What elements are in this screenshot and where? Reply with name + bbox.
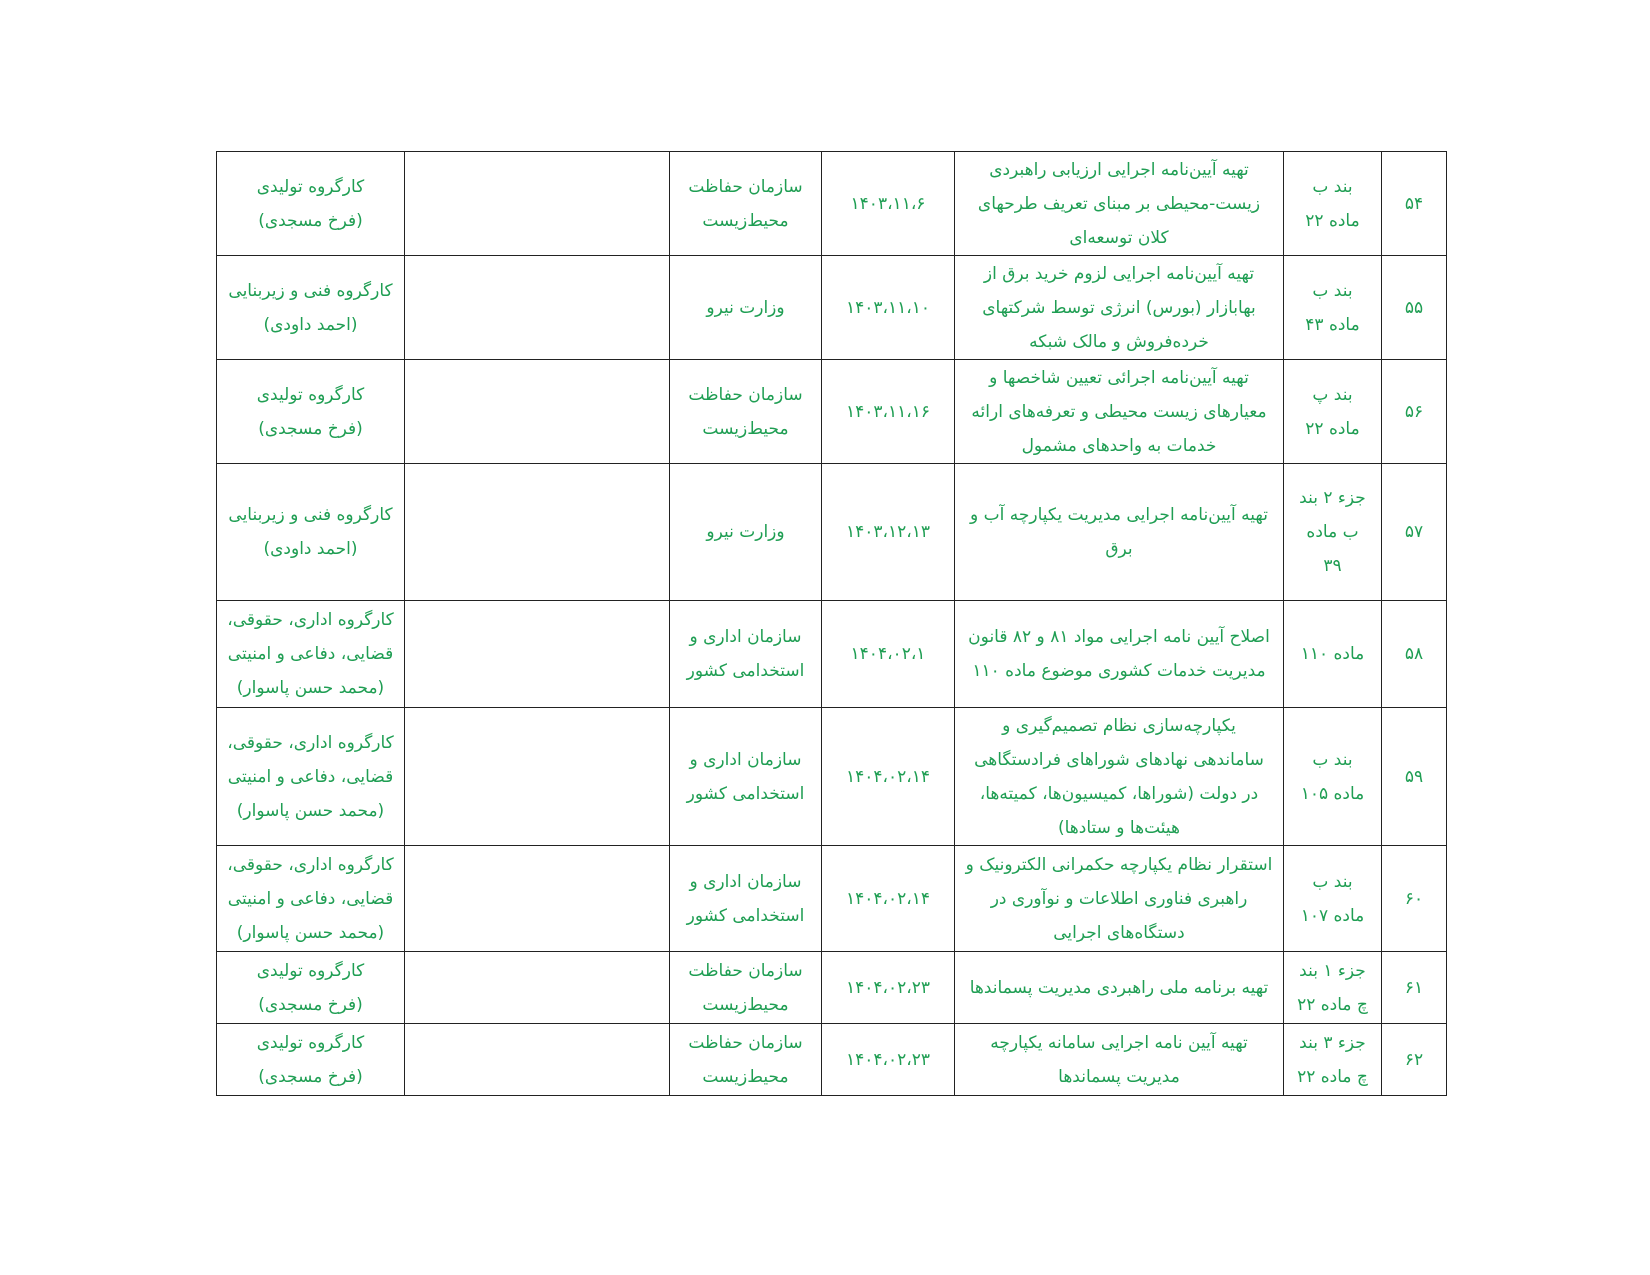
- organization-cell: سازمان حفاظت محیط‌زیست: [670, 1024, 822, 1096]
- table-row: [217, 256, 1447, 360]
- organization-cell: سازمان حفاظت محیط‌زیست: [670, 360, 822, 464]
- article-cell: ماده ۱۱۰: [1284, 601, 1382, 708]
- description-cell: اصلاح آیین نامه اجرایی مواد ۸۱ و ۸۲ قانون مدیریت خدمات کشوری موضوع ماده ۱۱۰: [955, 601, 1284, 708]
- article-cell: جزء ۱ بند چ ماده ۲۲: [1284, 952, 1382, 1024]
- row-number-cell: ۵۴: [1382, 152, 1447, 256]
- organization-cell: وزارت نیرو: [670, 256, 822, 360]
- description-cell: استقرار نظام یکپارچه حکمرانی الکترونیک و راهبری فناوری اطلاعات و نوآوری در دستگاه‌های اجرایی: [955, 846, 1284, 952]
- note-cell: [405, 601, 670, 708]
- note-cell: [405, 464, 670, 601]
- organization-cell: سازمان اداری و استخدامی کشور: [670, 601, 822, 708]
- date-cell: ۱۴۰۴،۰۲،۲۳: [822, 952, 955, 1024]
- note-cell: [405, 256, 670, 360]
- organization-cell: سازمان اداری و استخدامی کشور: [670, 708, 822, 846]
- article-cell: جزء ۳ بند چ ماده ۲۲: [1284, 1024, 1382, 1096]
- table-row: [217, 464, 1447, 601]
- date-cell: ۱۴۰۴،۰۲،۲۳: [822, 1024, 955, 1096]
- note-cell: [405, 846, 670, 952]
- organization-cell: وزارت نیرو: [670, 464, 822, 601]
- working-group-cell: کارگروه اداری، حقوقی، قضایی، دفاعی و امنیتی (محمد حسن پاسوار): [217, 601, 405, 708]
- description-cell: تهیه آیین‌نامه اجرایی لزوم خرید برق از بهابازار (بورس) انرژی توسط شرکتهای خرده‌فروش و مالک شبکه: [955, 256, 1284, 360]
- table-row: [217, 1024, 1447, 1096]
- table-row: [217, 952, 1447, 1024]
- date-cell: ۱۴۰۴،۰۲،۱۴: [822, 708, 955, 846]
- working-group-cell: کارگروه تولیدی (فرخ مسجدی): [217, 952, 405, 1024]
- date-cell: ۱۴۰۴،۰۲،۱۴: [822, 846, 955, 952]
- date-cell: ۱۴۰۳،۱۱،۱۰: [822, 256, 955, 360]
- note-cell: [405, 152, 670, 256]
- row-number-cell: ۶۲: [1382, 1024, 1447, 1096]
- date-cell: ۱۴۰۴،۰۲،۱: [822, 601, 955, 708]
- article-cell: بند پ ماده ۲۲: [1284, 360, 1382, 464]
- table-row: [217, 152, 1447, 256]
- table-row: [217, 708, 1447, 846]
- description-cell: تهیه آیین‌نامه اجرایی مدیریت یکپارچه آب و برق: [955, 464, 1284, 601]
- table-row: [217, 601, 1447, 708]
- row-number-cell: ۶۱: [1382, 952, 1447, 1024]
- article-cell: بند ب ماده ۱۰۷: [1284, 846, 1382, 952]
- date-cell: ۱۴۰۳،۱۱،۶: [822, 152, 955, 256]
- date-cell: ۱۴۰۳،۱۲،۱۳: [822, 464, 955, 601]
- description-cell: تهیه آیین نامه اجرایی سامانه یکپارچه مدیریت پسماندها: [955, 1024, 1284, 1096]
- row-number-cell: ۵۶: [1382, 360, 1447, 464]
- article-cell: بند ب ماده ۲۲: [1284, 152, 1382, 256]
- working-group-cell: کارگروه اداری، حقوقی، قضایی، دفاعی و امنیتی (محمد حسن پاسوار): [217, 708, 405, 846]
- row-number-cell: ۵۹: [1382, 708, 1447, 846]
- working-group-cell: کارگروه تولیدی (فرخ مسجدی): [217, 360, 405, 464]
- table-row: [217, 360, 1447, 464]
- date-cell: ۱۴۰۳،۱۱،۱۶: [822, 360, 955, 464]
- regulations-table: [216, 151, 1447, 1096]
- organization-cell: سازمان حفاظت محیط‌زیست: [670, 152, 822, 256]
- working-group-cell: کارگروه تولیدی (فرخ مسجدی): [217, 1024, 405, 1096]
- organization-cell: سازمان اداری و استخدامی کشور: [670, 846, 822, 952]
- row-number-cell: ۵۷: [1382, 464, 1447, 601]
- description-cell: تهیه آیین‌نامه اجرایی ارزیابی راهبردی زیست-محیطی بر مبنای تعریف طرحهای کلان توسعه‌ای: [955, 152, 1284, 256]
- article-cell: جزء ۲ بند ب ماده ۳۹: [1284, 464, 1382, 601]
- description-cell: تهیه آیین‌نامه اجرائی تعیین شاخصها و معیارهای زیست محیطی و تعرفه‌های ارائه خدمات به واحدهای مشمول: [955, 360, 1284, 464]
- row-number-cell: ۶۰: [1382, 846, 1447, 952]
- working-group-cell: کارگروه اداری، حقوقی، قضایی، دفاعی و امنیتی (محمد حسن پاسوار): [217, 846, 405, 952]
- working-group-cell: کارگروه فنی و زیربنایی (احمد داودی): [217, 464, 405, 601]
- note-cell: [405, 952, 670, 1024]
- note-cell: [405, 708, 670, 846]
- organization-cell: سازمان حفاظت محیط‌زیست: [670, 952, 822, 1024]
- note-cell: [405, 360, 670, 464]
- working-group-cell: کارگروه فنی و زیربنایی (احمد داودی): [217, 256, 405, 360]
- article-cell: بند ب ماده ۴۳: [1284, 256, 1382, 360]
- description-cell: یکپارچه‌سازی نظام تصمیم‌گیری و ساماندهی نهادهای شوراهای فرادستگاهی در دولت (شوراها، کمیسیون‌ها، کمیته‌ها، هیئت‌ها و ستادها): [955, 708, 1284, 846]
- row-number-cell: ۵۵: [1382, 256, 1447, 360]
- note-cell: [405, 1024, 670, 1096]
- row-number-cell: ۵۸: [1382, 601, 1447, 708]
- table-row: [217, 846, 1447, 952]
- working-group-cell: کارگروه تولیدی (فرخ مسجدی): [217, 152, 405, 256]
- article-cell: بند ب ماده ۱۰۵: [1284, 708, 1382, 846]
- description-cell: تهیه برنامه ملی راهبردی مدیریت پسماندها: [955, 952, 1284, 1024]
